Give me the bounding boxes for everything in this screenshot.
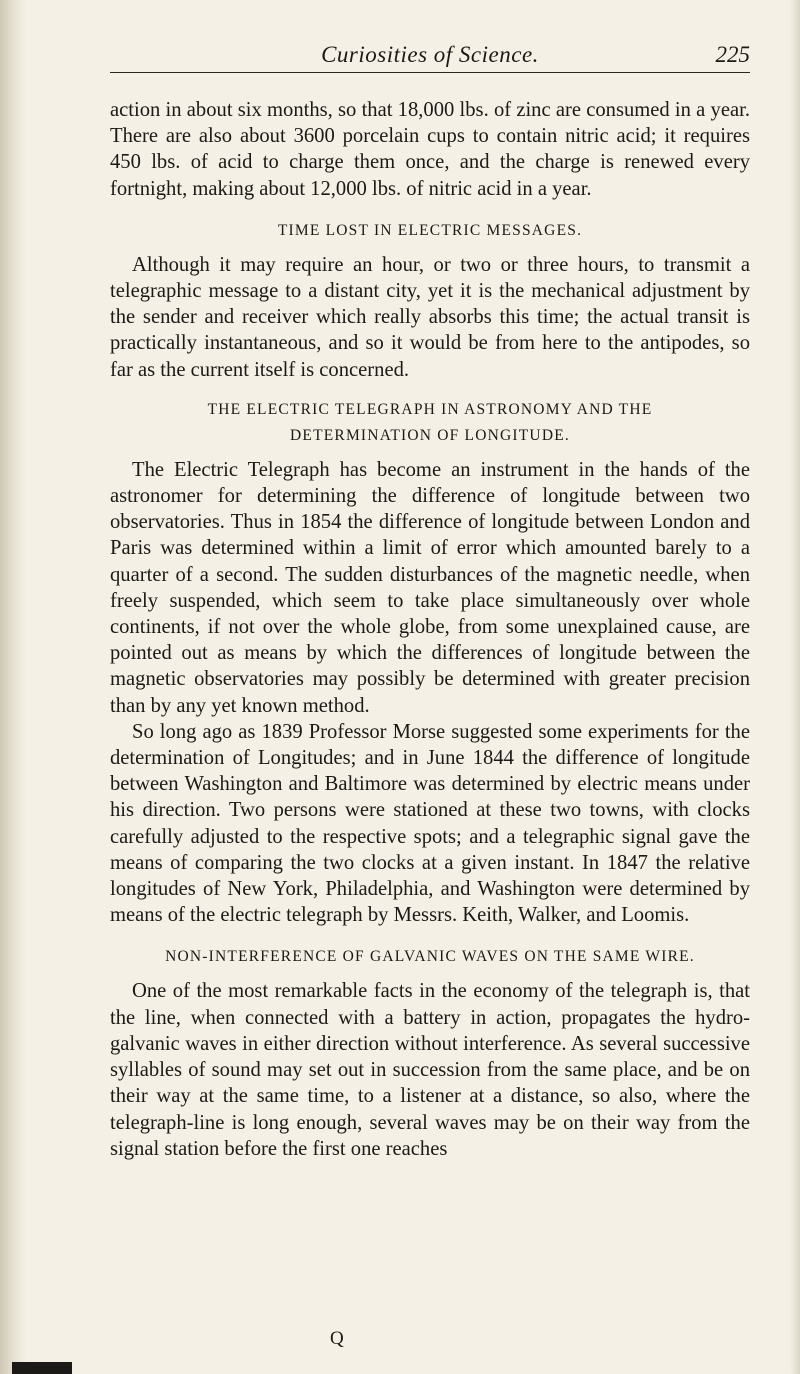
section-heading-astronomy — [110, 397, 750, 449]
binding-shadow — [0, 0, 26, 1374]
paragraph-time-lost: Although it may require an hour, or two or three hours, to transmit a telegraphic message to a distant city, yet it is the mechanical adjustment by the sender and receiver which really absorbs this time; the actual transit is practically instantaneous, and so it would be from here to the antipodes, so far as the current itself is concerned. — [110, 253, 750, 381]
page-corner-mark — [12, 1362, 72, 1374]
section-heading-astronomy-line2: DETERMINATION OF LONGITUDE. — [290, 426, 570, 444]
paragraph-galvanic-waves: One of the most remarkable facts in the economy of the telegraph is, that the line, when connected with a battery in action, propagates the hydro-galvanic waves in either direction without interference. As several successive syllables of sound may set out in succession from the same place, and be on their way at the same time, to a listener at a distance, so also, where the telegraph-line is long enough, several waves may be on their way from the signal station before the first one reaches — [110, 980, 750, 1160]
paragraph-astronomer-longitude: The Electric Telegraph has become an instrument in the hands of the astronomer for determining the difference of longitude between two observatories. Thus in 1854 the difference of longitude between London and Paris was determined within a limit of error which amounted barely to a quarter of a second. The sudden disturbances of the magnetic needle, when freely suspended, which seem to take place simultaneously over whole continents, if not over the whole globe, from some unexplained cause, are pointed out as means by which the differences of longitude between the magnetic observatories may possibly be determined with greater precision than by any yet known method. — [110, 458, 750, 717]
book-page — [110, 38, 750, 1162]
page-number: 225 — [715, 42, 750, 67]
section-heading-non-interference: NON-INTERFERENCE OF GALVANIC WAVES ON THE SAME WIRE. — [165, 948, 695, 966]
paragraph-morse-experiments: So long ago as 1839 Professor Morse suggested some experiments for the determination of Longitudes; and in June 1844 the difference of longitude between Washington and Baltimore was determined by electric means under his direction. Two persons were stationed at these two towns, with clocks carefully adjusted to the respective spots; and a telegraphic signal gave the means of comparing the two clocks at a given instant. In 1847 the relative longitudes of New York, Philadelphia, and Washington were determined by means of the electric telegraph by Messrs. Keith, Walker, and Loomis. — [110, 720, 750, 927]
paragraph-continued: action in about six months, so that 18,000 lbs. of zinc are consumed in a year. There are also about 3600 porcelain cups to contain nitric acid; it requires 450 lbs. of acid to charge them once, and the charge is renewed every fortnight, making about 12,000 lbs. of nitric acid in a year. — [110, 99, 750, 200]
section-heading-astronomy-line1: THE ELECTRIC TELEGRAPH IN ASTRONOMY AND THE — [207, 400, 653, 418]
running-title: Curiosities of Science. — [321, 42, 539, 67]
section-heading-time-lost: TIME LOST IN ELECTRIC MESSAGES. — [277, 221, 583, 239]
page-edge-shadow — [790, 0, 800, 1374]
signature-mark: Q — [330, 1328, 344, 1349]
page-body — [110, 97, 750, 1162]
running-header — [110, 38, 750, 73]
